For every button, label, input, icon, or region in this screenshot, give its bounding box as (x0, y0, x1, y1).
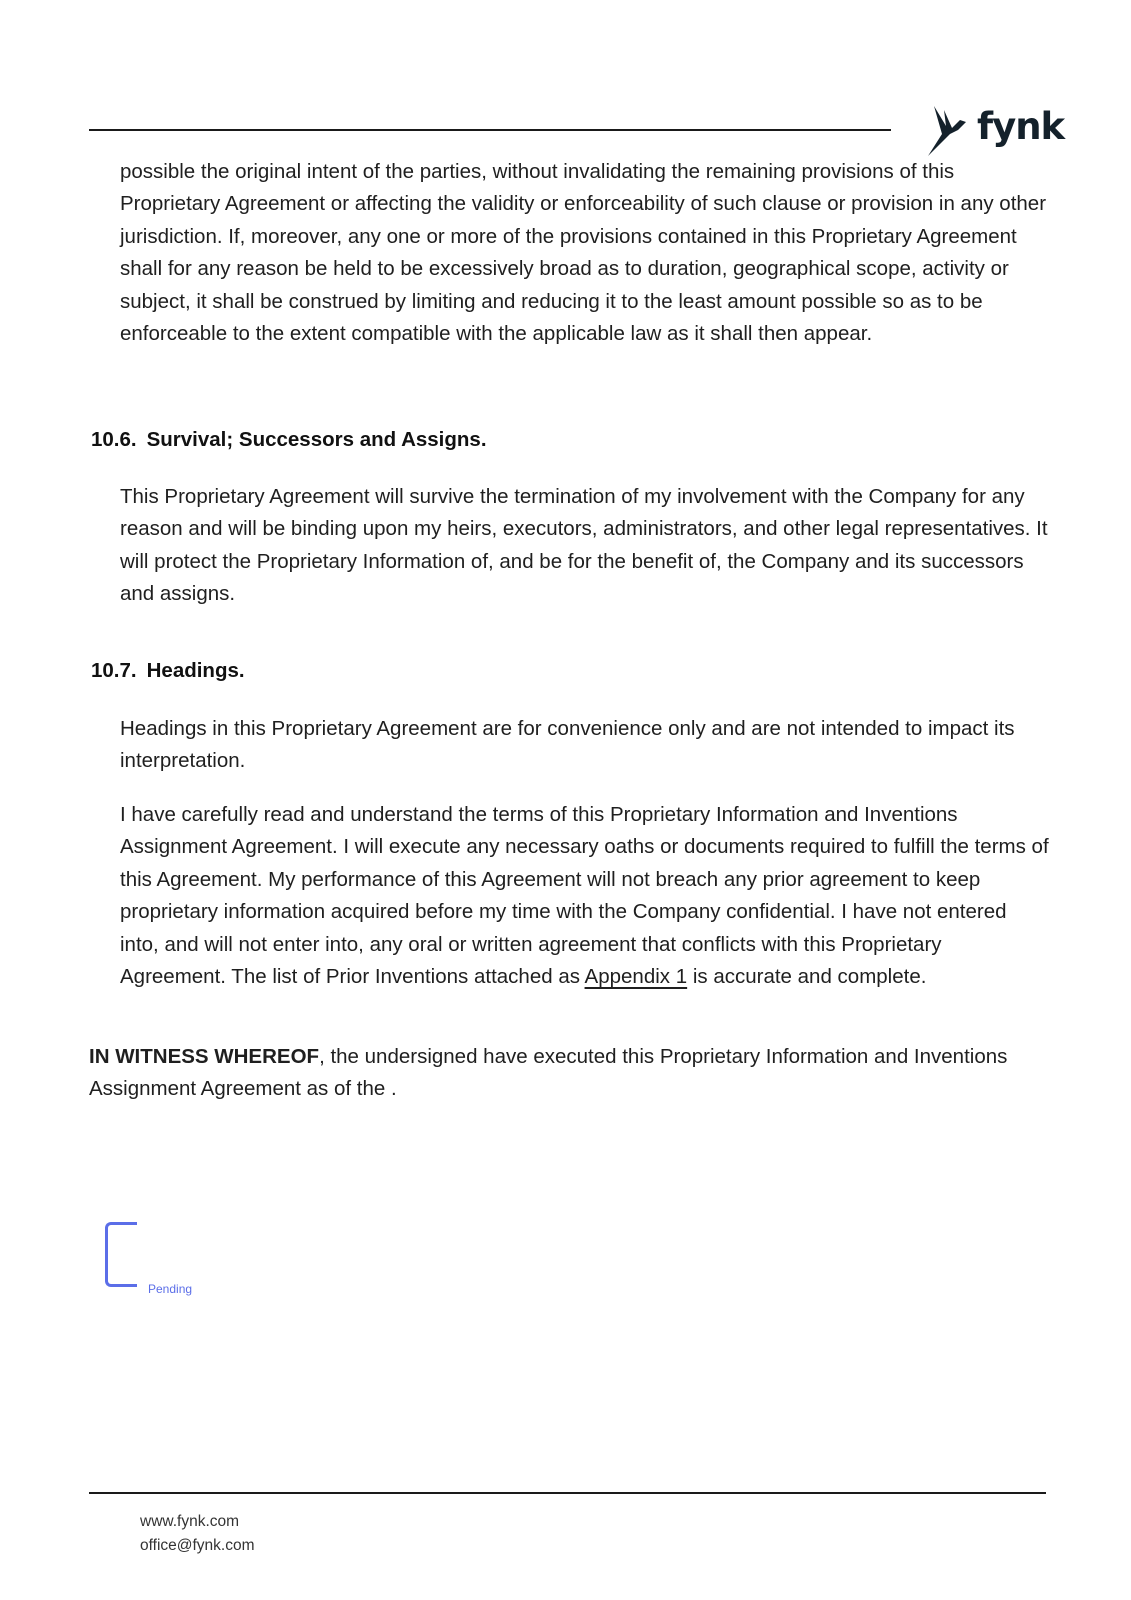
section-number: 10.6. (91, 428, 137, 451)
fynk-logo (920, 104, 1065, 160)
footer-website: www.fynk.com (140, 1513, 240, 1530)
headings-paragraph: Headings in this Proprietary Agreement are for convenience only and are not intended to impact its interpretation. (120, 717, 1015, 773)
header-divider (89, 129, 891, 131)
section-title: Headings. (146, 659, 245, 682)
section-heading-10-7 (91, 657, 245, 685)
acknowledgement-text-end: is accurate and complete. (687, 965, 927, 989)
acknowledgement-text: I have carefully read and understand the terms of this Proprietary Information and Inventions Assignment Agreement. I will execute any necessary oaths or documents required to fulfill the terms of this Agreement. My performance of this Agreement will not breach any prior agreement to keep proprietary information acquired before my time with the Company confidential. I have not entered into, and will not enter into, any oral or written agreement that conflicts with this Proprietary Agreement. The list of Prior Inventions attached as (120, 803, 1049, 989)
section-heading-10-6 (91, 426, 487, 454)
appendix-link[interactable]: Appendix 1 (584, 965, 688, 989)
section-title: Survival; Successors and Assigns. (146, 428, 487, 451)
footer-email: office@fynk.com (140, 1537, 255, 1554)
survival-paragraph: This Proprietary Agreement will survive the termination of my involvement with the Company for any reason and will be binding upon my heirs, executors, administrators, and other legal representatives. It will protect the Proprietary Information of, and be for the benefit of, the Company and its successors and assigns. (120, 485, 1048, 606)
signature-status: Pending (148, 1282, 193, 1296)
acknowledgement-paragraph (120, 799, 1050, 993)
witness-bold: IN WITNESS WHEREOF (89, 1045, 320, 1068)
logo-wordmark: fynk (977, 105, 1065, 148)
witness-text: , the undersigned have executed this Proprietary Information and Inventions Assignment Agreement as of the . (89, 1045, 1008, 1101)
signature-field[interactable] (105, 1222, 137, 1287)
continuation-paragraph: possible the original intent of the parties, without invalidating the remaining provisions of this Proprietary Agreement or affecting the validity or enforceability of such clause or provision in any other jurisdiction. If, moreover, any one or more of the provisions contained in this Proprietary Agreement shall for any reason be held to be excessively broad as to duration, geographical scope, activity or subject, it shall be construed by limiting and reducing it to the least amount possible so as to be enforceable to the extent compatible with the applicable law as it shall then appear. (120, 160, 1047, 346)
witness-paragraph (89, 1041, 1054, 1106)
footer-divider (89, 1492, 1046, 1494)
fynk-bird-icon (920, 104, 976, 158)
section-number: 10.7. (91, 659, 137, 682)
